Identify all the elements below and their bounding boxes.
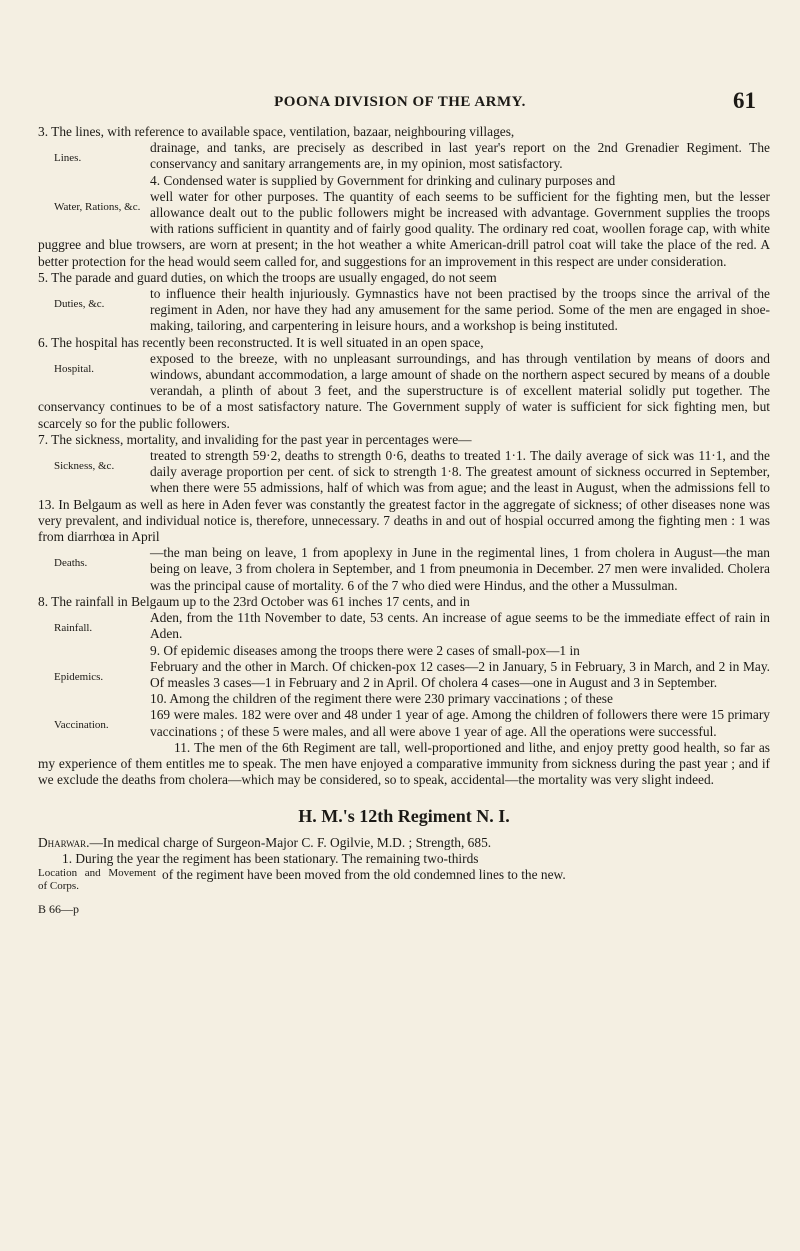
printer-signature: B 66—p [38,901,80,916]
paragraph-body: —the man being on leave, 1 from apoplexy in June in the regimental lines, 1 from cholera in August—the man being on leave, 3 from cholera in September, and 1 from pneumonia in December. 27 men were invalided. Cholera was the principal cause of mortality. 6 of the 7 who died were Hindus, and the other a Mussulman. [150,545,770,593]
paragraph-water [38,173,770,270]
paragraph-lead: 1. During the year the regiment has been stationary. The remaining two-thirds [62,850,479,866]
margin-note: Vaccination. [54,719,109,732]
paragraph-lead: 5. The parade and guard duties, on which the troops are usually engaged, do not seem [38,269,497,285]
margin-note: Lines. [54,152,82,165]
paragraph-body: of the regiment have been moved from the old condemned lines to the new. [162,866,566,882]
paragraph-body: drainage, and tanks, are precisely as described in last year's report on the 2nd Grenadier Regiment. The conservancy and sanitary arrangements are, in my opinion, most satisfactory. [150,140,770,172]
running-title: POONA DIVISION OF THE ARMY. [274,94,526,110]
paragraph-body: 169 were males. 182 were over and 48 under 1 year of age. Among the children of followers there were 15 primary vaccinations ; of these 5 were males, and all were above 1 year of age. All the operations were successful. [150,707,770,739]
margin-note: Deaths. [54,557,88,570]
margin-note: Water, Rations, &c. [54,200,141,213]
paragraph-body: to influence their health injuriously. Gymnastics have not been practised by the troops since the arrival of the regiment in Aden, nor have they had any amusement for the same period. Some of the men are engaged in shoe-making, tailoring, and carpentering in leisure hours, and a workshop is being instituted. [150,286,770,334]
margin-note: Duties, &c. [54,298,105,311]
paragraph-hospital [38,335,770,432]
paragraph-lead: 10. Among the children of the regiment there were 230 primary vaccinations ; of these [150,691,613,707]
paragraph-lead: 4. Condensed water is supplied by Government for drinking and culinary purposes and [150,172,616,188]
margin-note: Location and Movement of Corps. [38,866,156,892]
margin-note: Hospital. [54,362,95,375]
paragraph-lines [38,124,770,173]
margin-note: Sickness, &c. [54,460,115,473]
paragraph-location-cont [38,866,770,892]
place-name: Dharwar. [38,834,90,850]
margin-note: Rainfall. [54,622,93,635]
paragraph-lead: 7. The sickness, mortality, and invaliding for the past year in percentages were— [38,431,472,447]
paragraph-body: —In medical charge of Surgeon-Major C. F. Ogilvie, M.D. ; Strength, 685. [89,834,492,850]
paragraph-lead: 6. The hospital has recently been reconstructed. It is well situated in an open space, [38,334,484,350]
page-header [38,88,762,116]
paragraph-body: February and the other in March. Of chicken-pox 12 cases—2 in January, 5 in February, 3 in March, and 2 in May. Of measles 3 cases—1 in February and 2 in April. Of cholera 4 cases—one in August and 3 in September. [150,658,770,690]
paragraph-body: 11. The men of the 6th Regiment are tall, well-proportioned and lithe, and enjoy pretty good health, so far as my experience of them entitles me to speak. The men have enjoyed a comparative immunity from sickness during the past year ; and if we exclude the deaths from cholera—which may be considered, so to speak, accidental—the mortality was very slight indeed. [38,739,770,788]
paragraph-lead: 3. The lines, with reference to available space, ventilation, bazaar, neighbouring villages, [38,124,515,139]
paragraph-sickness [38,432,770,594]
paragraph-duties [38,270,770,335]
page-number: 61 [733,88,756,113]
paragraph-body: well water for other purposes. The quantity of each seems to be sufficient for the fighting men, but the lesser allowance dealt out to the public followers might be increased with advantage. Government supplies the troops with rations sufficient in quantity and of fairly good quality. The ordinary red coat, woollen forage cap, with white puggree and blue trowsers, are worn at present; in the hot weather a white American-drill patrol coat will take the place of the red. A better protection for the head would seem called for, and suggestions for an improvement in this respect are under consideration. [38,188,770,269]
paragraph-lead: 8. The rainfall in Belgaum up to the 23rd October was 61 inches 17 cents, and in [38,593,470,609]
paragraph-lead: 9. Of epidemic diseases among the troops there were 2 cases of small-pox—1 in [150,642,580,658]
paragraph-rainfall [38,594,770,643]
body-text [38,124,770,917]
paragraph-regiment-intro [38,835,770,851]
section-heading: H. M.'s 12th Regiment N. I. [298,806,510,827]
paragraph-body: Aden, from the 11th November to date, 53 cents. An increase of ague seems to be the immediate effect of rain in Aden. [150,610,770,642]
paragraph-body: treated to strength 59·2, deaths to strength 0·6, deaths to treated 1·1. The daily average of sick was 11·1, and the daily average proportion per cent. of sick to strength 1·8. The greatest amount of sickness occurred in September, when there were 55 admissions, half of which was from ague; and the least in August, when the admissions fell to 13. In Belgaum as well as here in Aden fever was constantly the greatest factor in the aggregate of sickness; of other diseases none was very prevalent, and individual notice is, therefore, unnecessary. 7 deaths in and out of hospial occurred among the fighting men : 1 was from diarrhœa in April [38,448,770,545]
margin-note: Epidemics. [54,670,104,683]
paragraph-body: exposed to the breeze, with no unpleasant surroundings, and has through ventilation by means of doors and windows, abundant accommodation, a large amount of shade on the northern aspect secured by means of a double verandah, a plinth of about 3 feet, and the superstructure is of excellent material solidly put together. The conservancy continues to be of a most satisfactory nature. The Government supply of water is sufficient for sick fighting men, but scarcely so for the public followers. [38,350,770,431]
paragraph-location [38,851,770,867]
